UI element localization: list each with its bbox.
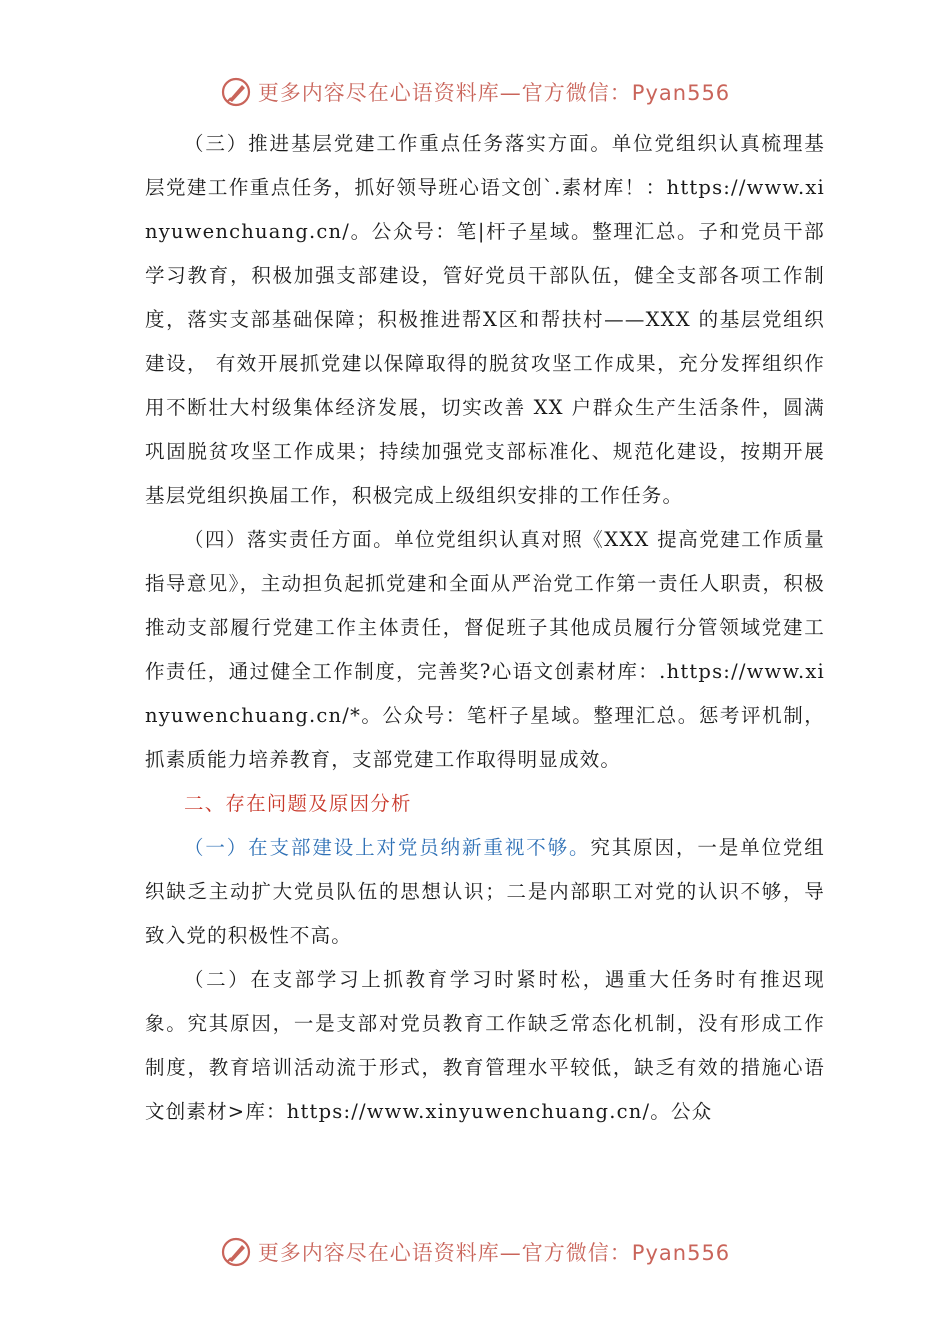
paragraph-branch-building-text: 究其原因，一是单位党组织缺乏主动扩大党员队伍的思想认识；二是内部职工对党的认识不够，导致入党的积极性不高。 (145, 836, 825, 947)
paragraph-responsibility: （四）落实责任方面。单位党组织认真对照《XXX 提高党建工作质量指导意见》，主动担负起抓党建和全面从严治党工作第一责任人职责，积极推动支部履行党建工作主体责任，督促班子其他成员履行分管领域党建工作责任，通过健全工作制度，完善奖?心语文创素材库：.https://www.xinyuwenchuang.cn/*。公众号：笔杆子星域。整理汇总。惩考评机制，抓素质能力培养教育，支部党建工作取得明显成效。 (145, 528, 825, 771)
watermark-text: 更多内容尽在心语资料库—官方微信：Pyan556 (257, 81, 731, 105)
quill-seal-icon (220, 76, 252, 108)
paragraph-branch-study: （二）在支部学习上抓教育学习时紧时松，遇重大任务时有推迟现象。究其原因，一是支部对党员教育工作缺乏常态化机制，没有形成工作制度，教育培训活动流于形式，教育管理水平较低，缺乏有效的措施心语文创素材>库：https://www.xinyuwenchuang.cn/。公众 (145, 968, 825, 1123)
quill-seal-icon (220, 1236, 252, 1268)
paragraph-task-implementation: （三）推进基层党建工作重点任务落实方面。单位党组织认真梳理基层党建工作重点任务，抓好领导班心语文创`.素材库！：https://www.xinyuwenchuang.cn/。公众号：笔|杆子星域。整理汇总。子和党员干部学习教育，积极加强支部建设，管好党员干部队伍，健全支部各项工作制度，落实支部基础保障；积极推进帮X区和帮扶村——XXX 的基层党组织建设， 有效开展抓党建以保障取得的脱贫攻坚工作成果，充分发挥组织作用不断壮大村级集体经济发展，切实改善 XX 户群众生产生活条件，圆满巩固脱贫攻坚工作成果；持续加强党支部标准化、规范化建设，按期开展基层党组织换届工作，积极完成上级组织安排的工作任务。 (145, 132, 825, 507)
document-body (145, 122, 825, 1134)
watermark-footer (0, 1232, 950, 1272)
paragraph-branch-building (145, 826, 825, 958)
watermark-text: 更多内容尽在心语资料库—官方微信：Pyan556 (257, 1241, 731, 1265)
watermark-header (0, 72, 950, 112)
highlighted-subheading: （一）在支部建设上对党员纳新重视不够。 (184, 836, 591, 859)
section-heading-problems: 二、存在问题及原因分析 (184, 792, 412, 815)
